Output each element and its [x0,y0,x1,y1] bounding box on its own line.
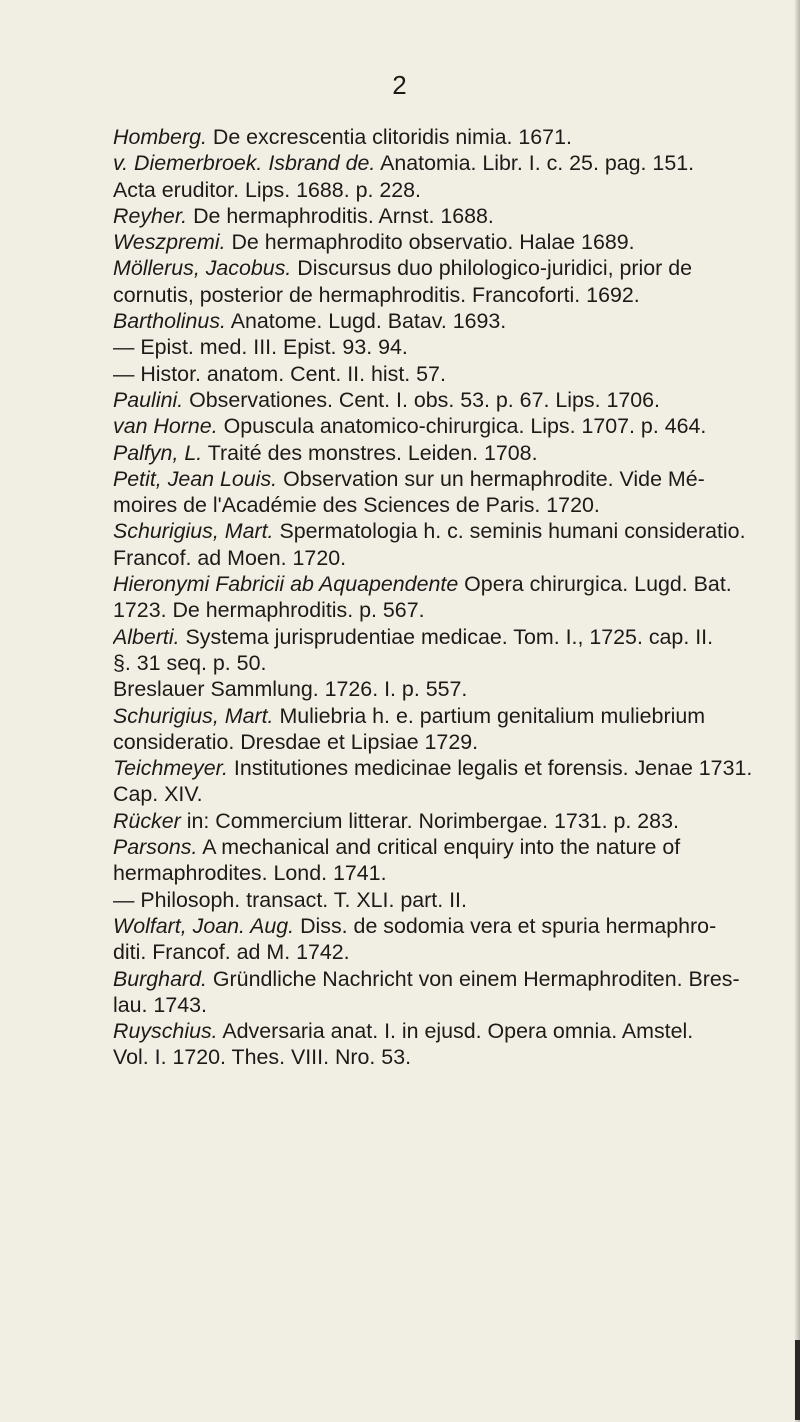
entry-first-line [113,466,773,492]
entry-author: Rücker [113,808,181,833]
bibliography-entry [113,124,773,150]
entry-author: Schurigius, Mart. [113,703,274,728]
bibliography-entry [113,755,773,808]
entry-text: Diss. de sodomia vera et spuria hermaphro- [300,913,717,938]
entry-author: Hieronymi Fabricii ab Aquapendente [113,572,459,597]
entry-first-line [113,413,773,439]
entry-text: moires de l'Académie des Sciences de Paris. 1720. [113,493,600,518]
entry-text: Observation sur un hermaphrodite. Vide Mé- [283,466,705,491]
entry-author: Wolfart, Joan. Aug. [113,913,295,938]
entry-text: 1723. De hermaphroditis. p. 567. [113,598,425,623]
entry-first-line [113,308,773,334]
entry-first-line [113,361,773,387]
bibliography-entry [113,361,773,387]
entry-continuation-line [113,781,773,807]
entry-text: cornutis, posterior de hermaphroditis. Francoforti. 1692. [113,282,640,307]
entry-first-line [113,913,773,939]
entry-text: Observationes. Cent. I. obs. 53. p. 67. Lips. 1706. [189,387,661,412]
bibliography-entry [113,413,773,439]
entry-text: A mechanical and critical enquiry into the nature of [202,835,681,860]
entry-first-line [113,571,773,597]
bibliography-list [113,124,773,1071]
entry-continuation-line [113,1044,773,1070]
entry-author: Alberti. [113,624,180,649]
bibliography-entry [113,571,773,624]
entry-continuation-line [113,992,773,1018]
entry-author: van Horne. [113,414,218,439]
entry-text: De excrescentia clitoridis nimia. 1671. [212,125,572,149]
entry-text: Vol. I. 1720. Thes. VIII. Nro. 53. [113,1045,412,1070]
entry-author: Paulini. [113,387,184,412]
entry-continuation-line [113,650,773,676]
entry-text: — Histor. anatom. Cent. II. hist. 57. [113,361,446,386]
bibliography-entry [113,1018,773,1071]
entry-author: Weszpremi. [113,230,226,255]
entry-author: Ruyschius. [113,1019,218,1044]
entry-first-line [113,229,773,255]
bibliography-entry [113,703,773,756]
entry-text: Cap. XIV. [113,782,203,807]
entry-text: Spermatologia h. c. seminis humani consideratio. [279,519,746,544]
entry-first-line [113,834,773,860]
entry-text: De hermaphroditis. Arnst. 1688. [193,203,494,228]
entry-text: Gründliche Nachricht von einem Hermaphroditen. Bres- [212,966,740,991]
entry-continuation-line [113,282,773,308]
entry-text: Breslauer Sammlung. 1726. I. p. 557. [113,677,468,702]
entry-first-line [113,203,773,229]
entry-continuation-line [113,860,773,886]
entry-text: Acta eruditor. Lips. 1688. p. 228. [113,177,421,202]
bibliography-entry [113,676,773,702]
bibliography-entry [113,440,773,466]
entry-text: — Epist. med. III. Epist. 93. 94. [113,335,408,360]
entry-continuation-line [113,492,773,518]
entry-author: Teichmeyer. [113,756,228,781]
bibliography-entry [113,834,773,887]
entry-text: Discursus duo philologico-juridici, prior de [297,256,693,281]
page-number: 2 [392,70,408,100]
entry-text: consideratio. Dresdae et Lipsiae 1729. [113,729,479,754]
entry-first-line [113,755,773,781]
entry-author: Burghard. [113,966,207,991]
entry-text: Traité des monstres. Leiden. 1708. [207,440,538,465]
entry-text: Adversaria anat. I. in ejusd. Opera omnia. Amstel. [222,1019,694,1044]
entry-first-line [113,124,773,150]
entry-text: Anatomia. Libr. I. c. 25. pag. 151. [380,151,695,176]
entry-author: Parsons. [113,835,198,860]
entry-first-line [113,808,773,834]
bibliography-entry [113,887,773,913]
entry-text: in: Commercium litterar. Norimbergae. 1731. p. 283. [186,808,679,833]
bibliography-entry [113,308,773,334]
bibliography-entry [113,466,773,519]
entry-author: Reyher. [113,203,188,228]
entry-first-line [113,334,773,360]
bibliography-entry [113,203,773,229]
entry-text: Opuscula anatomico-chirurgica. Lips. 1707. p. 464. [223,414,707,439]
entry-text: §. 31 seq. p. 50. [113,650,267,675]
bibliography-entry [113,229,773,255]
bibliography-entry [113,518,773,571]
entry-first-line [113,887,773,913]
bibliography-entry [113,913,773,966]
entry-text: Muliebria h. e. partium genitalium muliebrium [279,703,706,728]
entry-first-line [113,676,773,702]
bibliography-entry [113,387,773,413]
entry-first-line [113,624,773,650]
entry-text: Anatome. Lugd. Batav. 1693. [230,309,507,334]
bibliography-entry [113,966,773,1019]
entry-first-line [113,440,773,466]
entry-text: diti. Francof. ad M. 1742. [113,940,350,965]
entry-first-line [113,255,773,281]
entry-text: Institutiones medicinae legalis et forensis. Jenae 1731. [233,756,753,781]
bibliography-entry [113,255,773,308]
entry-author: Homberg. [113,125,207,149]
entry-author: Bartholinus. [113,309,226,334]
entry-continuation-line [113,729,773,755]
entry-author: v. Diemerbroek. Isbrand de. [113,151,376,176]
entry-first-line [113,150,773,176]
entry-continuation-line [113,177,773,203]
entry-author: Petit, Jean Louis. [113,466,278,491]
entry-author: Möllerus, Jacobus. [113,256,292,281]
scan-edge-mark [795,1340,800,1420]
bibliography-entry [113,150,773,203]
entry-continuation-line [113,939,773,965]
entry-text: De hermaphrodito observatio. Halae 1689. [231,230,635,255]
entry-text: lau. 1743. [113,992,207,1017]
entry-text: Francof. ad Moen. 1720. [113,545,347,570]
entry-text: hermaphrodites. Lond. 1741. [113,861,387,886]
entry-author: Schurigius, Mart. [113,519,274,544]
entry-author: Palfyn, L. [113,440,203,465]
bibliography-entry [113,808,773,834]
entry-continuation-line [113,545,773,571]
entry-first-line [113,518,773,544]
entry-first-line [113,966,773,992]
entry-first-line [113,387,773,413]
entry-first-line [113,1018,773,1044]
entry-first-line [113,703,773,729]
bibliography-entry [113,334,773,360]
entry-text: — Philosoph. transact. T. XLI. part. II. [113,887,467,912]
entry-text: Systema jurisprudentiae medicae. Tom. I., 1725. cap. II. [185,624,714,649]
entry-text: Opera chirurgica. Lugd. Bat. [464,572,732,597]
scan-edge-shadow [794,0,800,1422]
bibliography-entry [113,624,773,677]
entry-continuation-line [113,597,773,623]
